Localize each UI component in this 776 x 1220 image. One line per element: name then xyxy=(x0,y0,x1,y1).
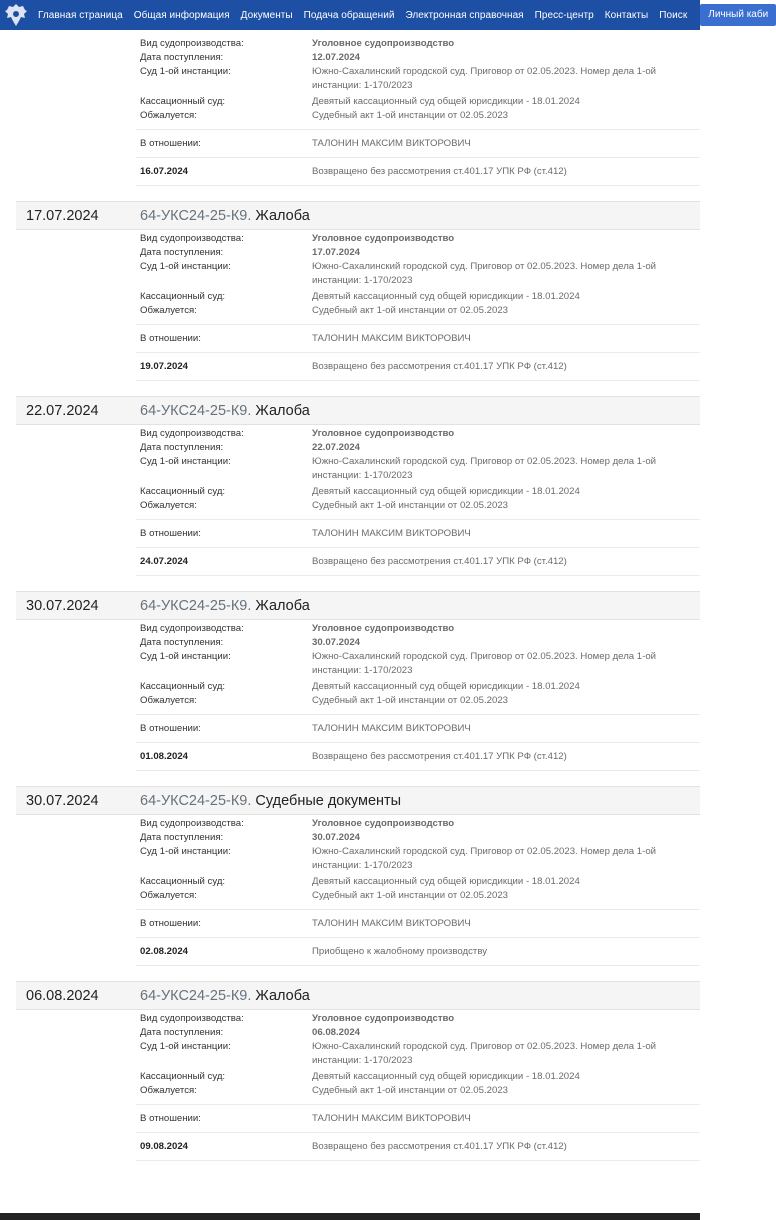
bottom-bar xyxy=(0,1213,700,1220)
appealed-value: Судебный акт 1-ой инстанции от 02.05.2023 xyxy=(312,110,508,121)
proceeding-type-label: Вид судопроизводства: xyxy=(140,1013,244,1024)
cassation-court-row xyxy=(136,485,700,499)
case-date: 06.08.2024 xyxy=(26,987,99,1004)
received-date-label: Дата поступления: xyxy=(140,637,224,648)
first-court-value: Южно-Сахалинский городской суд. Приговор от 02.05.2023. Номер дела 1-ой инстанции: 1-170/2023 xyxy=(312,66,657,91)
case-list xyxy=(0,30,700,1161)
regarding-label: В отношении: xyxy=(140,1113,201,1124)
case-header xyxy=(16,786,700,815)
result-value: Возвращено без рассмотрения ст.401.17 УПК РФ (ст.412) xyxy=(312,166,567,177)
case-type: Жалоба xyxy=(255,597,310,614)
case-date: 17.07.2024 xyxy=(26,207,99,224)
proceeding-type-label: Вид судопроизводства: xyxy=(140,623,244,634)
case-number-link[interactable]: 64-УКС24-25-К9. xyxy=(140,597,252,614)
first-court-row xyxy=(136,1040,700,1068)
cassation-court-label: Кассационный суд: xyxy=(140,681,226,692)
case-title xyxy=(140,793,401,809)
cassation-court-value: Девятый кассационный суд общей юрисдикции - 18.01.2024 xyxy=(312,486,580,497)
proceeding-type-row xyxy=(136,427,700,441)
received-date-label: Дата поступления: xyxy=(140,832,224,843)
appealed-value: Судебный акт 1-ой инстанции от 02.05.2023 xyxy=(312,695,508,706)
nav-press-center[interactable]: Пресс-центр xyxy=(534,9,594,21)
cassation-court-label: Кассационный суд: xyxy=(140,96,226,107)
regarding-value: ТАЛОНИН МАКСИМ ВИКТОРОВИЧ xyxy=(312,333,471,344)
proceeding-type-label: Вид судопроизводства: xyxy=(140,233,244,244)
received-date-value: 17.07.2024 xyxy=(312,247,361,258)
case-entry xyxy=(0,786,700,966)
case-details xyxy=(136,1010,700,1161)
first-court-label: Суд 1-ой инстанции: xyxy=(140,261,231,272)
cassation-court-label: Кассационный суд: xyxy=(140,486,226,497)
received-date-row xyxy=(136,636,700,650)
cassation-court-value: Девятый кассационный суд общей юрисдикции - 18.01.2024 xyxy=(312,291,580,302)
proceeding-type-value: Уголовное судопроизводство xyxy=(312,428,455,439)
regarding-row xyxy=(136,325,700,352)
case-type: Жалоба xyxy=(255,207,310,224)
received-date-label: Дата поступления: xyxy=(140,247,224,258)
case-header xyxy=(16,396,700,425)
regarding-row xyxy=(136,1105,700,1132)
regarding-label: В отношении: xyxy=(140,723,201,734)
regarding-value: ТАЛОНИН МАКСИМ ВИКТОРОВИЧ xyxy=(312,723,471,734)
case-header xyxy=(16,201,700,230)
case-entry xyxy=(0,396,700,576)
nav-e-reference[interactable]: Электронная справочная xyxy=(405,9,524,21)
appealed-row xyxy=(136,889,700,903)
case-entry xyxy=(0,591,700,771)
case-number-link[interactable]: 64-УКС24-25-К9. xyxy=(140,207,252,224)
regarding-value: ТАЛОНИН МАКСИМ ВИКТОРОВИЧ xyxy=(312,1113,471,1124)
cassation-court-row xyxy=(136,290,700,304)
received-date-value: 06.08.2024 xyxy=(312,1027,361,1038)
first-court-row xyxy=(136,260,700,288)
cassation-court-value: Девятый кассационный суд общей юрисдикции - 18.01.2024 xyxy=(312,876,580,887)
result-row xyxy=(136,548,700,575)
appealed-label: Обжалуется: xyxy=(140,305,197,316)
case-header xyxy=(16,981,700,1010)
received-date-row xyxy=(136,831,700,845)
regarding-value: ТАЛОНИН МАКСИМ ВИКТОРОВИЧ xyxy=(312,138,471,149)
appealed-row xyxy=(136,109,700,123)
cassation-court-row xyxy=(136,1070,700,1084)
first-court-label: Суд 1-ой инстанции: xyxy=(140,1041,231,1052)
divider xyxy=(136,575,700,576)
received-date-row xyxy=(136,246,700,260)
appealed-label: Обжалуется: xyxy=(140,890,197,901)
result-date: 16.07.2024 xyxy=(140,166,189,177)
top-navigation xyxy=(0,0,769,30)
case-date: 30.07.2024 xyxy=(26,597,99,614)
case-title xyxy=(140,598,310,614)
first-court-row xyxy=(136,845,700,873)
regarding-label: В отношении: xyxy=(140,333,201,344)
received-date-label: Дата поступления: xyxy=(140,442,224,453)
received-date-value: 22.07.2024 xyxy=(312,442,361,453)
result-value: Возвращено без рассмотрения ст.401.17 УПК РФ (ст.412) xyxy=(312,751,567,762)
proceeding-type-row xyxy=(136,232,700,246)
appealed-value: Судебный акт 1-ой инстанции от 02.05.2023 xyxy=(312,1085,508,1096)
first-court-label: Суд 1-ой инстанции: xyxy=(140,651,231,662)
case-header xyxy=(16,591,700,620)
appealed-row xyxy=(136,694,700,708)
nav-home[interactable]: Главная страница xyxy=(38,9,123,21)
case-type: Судебные документы xyxy=(255,792,402,809)
divider xyxy=(136,1160,700,1161)
appealed-label: Обжалуется: xyxy=(140,500,197,511)
first-court-value: Южно-Сахалинский городской суд. Приговор от 02.05.2023. Номер дела 1-ой инстанции: 1-170/2023 xyxy=(312,261,657,286)
appealed-row xyxy=(136,499,700,513)
first-court-value: Южно-Сахалинский городской суд. Приговор от 02.05.2023. Номер дела 1-ой инстанции: 1-170/2023 xyxy=(312,846,657,871)
cassation-court-label: Кассационный суд: xyxy=(140,876,226,887)
result-row xyxy=(136,353,700,380)
appealed-row xyxy=(136,304,700,318)
case-title xyxy=(140,403,310,419)
proceeding-type-label: Вид судопроизводства: xyxy=(140,818,244,829)
divider xyxy=(136,380,700,381)
result-date: 09.08.2024 xyxy=(140,1141,189,1152)
divider xyxy=(136,965,700,966)
regarding-row xyxy=(136,910,700,937)
received-date-value: 12.07.2024 xyxy=(312,52,361,63)
received-date-row xyxy=(136,441,700,455)
coat-of-arms-icon[interactable] xyxy=(3,2,29,28)
proceeding-type-row xyxy=(136,622,700,636)
appealed-value: Судебный акт 1-ой инстанции от 02.05.2023 xyxy=(312,500,508,511)
divider xyxy=(136,185,700,186)
regarding-value: ТАЛОНИН МАКСИМ ВИКТОРОВИЧ xyxy=(312,918,471,929)
case-details xyxy=(136,37,700,186)
cassation-court-label: Кассационный суд: xyxy=(140,1071,226,1082)
proceeding-type-value: Уголовное судопроизводство xyxy=(312,38,455,49)
regarding-label: В отношении: xyxy=(140,528,201,539)
first-court-value: Южно-Сахалинский городской суд. Приговор от 02.05.2023. Номер дела 1-ой инстанции: 1-170/2023 xyxy=(312,651,657,676)
nav-general-info[interactable]: Общая информация xyxy=(133,9,230,21)
cassation-court-row xyxy=(136,680,700,694)
first-court-row xyxy=(136,455,700,483)
proceeding-type-label: Вид судопроизводства: xyxy=(140,38,244,49)
nav-appeals[interactable]: Подача обращений xyxy=(303,9,395,21)
result-date: 01.08.2024 xyxy=(140,751,189,762)
received-date-label: Дата поступления: xyxy=(140,1027,224,1038)
nav-documents[interactable]: Документы xyxy=(240,9,293,21)
first-court-value: Южно-Сахалинский городской суд. Приговор от 02.05.2023. Номер дела 1-ой инстанции: 1-170/2023 xyxy=(312,1041,657,1066)
result-row xyxy=(136,158,700,185)
regarding-label: В отношении: xyxy=(140,138,201,149)
case-entry xyxy=(0,981,700,1161)
case-entry xyxy=(0,30,700,186)
case-date: 22.07.2024 xyxy=(26,402,99,419)
result-value: Возвращено без рассмотрения ст.401.17 УПК РФ (ст.412) xyxy=(312,556,567,567)
appealed-label: Обжалуется: xyxy=(140,1085,197,1096)
cassation-court-label: Кассационный суд: xyxy=(140,291,226,302)
result-row xyxy=(136,1133,700,1160)
case-details xyxy=(136,230,700,381)
proceeding-type-row xyxy=(136,37,700,51)
nav-contacts[interactable]: Контакты xyxy=(604,9,649,21)
received-date-value: 30.07.2024 xyxy=(312,832,361,843)
first-court-value: Южно-Сахалинский городской суд. Приговор от 02.05.2023. Номер дела 1-ой инстанции: 1-170/2023 xyxy=(312,456,657,481)
regarding-row xyxy=(136,715,700,742)
case-details xyxy=(136,425,700,576)
cassation-court-row xyxy=(136,875,700,889)
result-value: Возвращено без рассмотрения ст.401.17 УПК РФ (ст.412) xyxy=(312,1141,567,1152)
proceeding-type-value: Уголовное судопроизводство xyxy=(312,1013,455,1024)
appealed-value: Судебный акт 1-ой инстанции от 02.05.2023 xyxy=(312,305,508,316)
result-date: 02.08.2024 xyxy=(140,946,189,957)
proceeding-type-value: Уголовное судопроизводство xyxy=(312,233,455,244)
received-date-value: 30.07.2024 xyxy=(312,637,361,648)
appealed-label: Обжалуется: xyxy=(140,695,197,706)
result-value: Возвращено без рассмотрения ст.401.17 УПК РФ (ст.412) xyxy=(312,361,567,372)
proceeding-type-row xyxy=(136,1012,700,1026)
cassation-court-value: Девятый кассационный суд общей юрисдикции - 18.01.2024 xyxy=(312,681,580,692)
proceeding-type-value: Уголовное судопроизводство xyxy=(312,623,455,634)
case-type: Жалоба xyxy=(255,987,310,1004)
received-date-row xyxy=(136,1026,700,1040)
divider xyxy=(136,770,700,771)
case-type: Жалоба xyxy=(255,402,310,419)
cassation-court-value: Девятый кассационный суд общей юрисдикции - 18.01.2024 xyxy=(312,96,580,107)
result-value: Приобщено к жалобному производству xyxy=(312,946,488,957)
first-court-row xyxy=(136,65,700,93)
cassation-court-value: Девятый кассационный суд общей юрисдикции - 18.01.2024 xyxy=(312,1071,580,1082)
received-date-row xyxy=(136,51,700,65)
first-court-label: Суд 1-ой инстанции: xyxy=(140,456,231,467)
appealed-row xyxy=(136,1084,700,1098)
case-details xyxy=(136,815,700,966)
appealed-label: Обжалуется: xyxy=(140,110,197,121)
result-row xyxy=(136,743,700,770)
first-court-label: Суд 1-ой инстанции: xyxy=(140,66,231,77)
regarding-value: ТАЛОНИН МАКСИМ ВИКТОРОВИЧ xyxy=(312,528,471,539)
result-date: 19.07.2024 xyxy=(140,361,189,372)
first-court-row xyxy=(136,650,700,678)
case-number-link[interactable]: 64-УКС24-25-К9. xyxy=(140,987,252,1004)
case-title xyxy=(140,208,310,224)
case-title xyxy=(140,988,310,1004)
first-court-label: Суд 1-ой инстанции: xyxy=(140,846,231,857)
result-row xyxy=(136,938,700,965)
received-date-label: Дата поступления: xyxy=(140,52,224,63)
proceeding-type-label: Вид судопроизводства: xyxy=(140,428,244,439)
proceeding-type-value: Уголовное судопроизводство xyxy=(312,818,455,829)
cassation-court-row xyxy=(136,95,700,109)
proceeding-type-row xyxy=(136,817,700,831)
regarding-label: В отношении: xyxy=(140,918,201,929)
case-number-link[interactable]: 64-УКС24-25-К9. xyxy=(140,792,252,809)
appealed-value: Судебный акт 1-ой инстанции от 02.05.2023 xyxy=(312,890,508,901)
regarding-row xyxy=(136,130,700,157)
case-entry xyxy=(0,201,700,381)
result-date: 24.07.2024 xyxy=(140,556,189,567)
nav-search[interactable]: Поиск xyxy=(659,9,688,21)
case-date: 30.07.2024 xyxy=(26,792,99,809)
regarding-row xyxy=(136,520,700,547)
personal-account-button[interactable]: Личный каби xyxy=(700,4,776,26)
case-details xyxy=(136,620,700,771)
case-number-link[interactable]: 64-УКС24-25-К9. xyxy=(140,402,252,419)
